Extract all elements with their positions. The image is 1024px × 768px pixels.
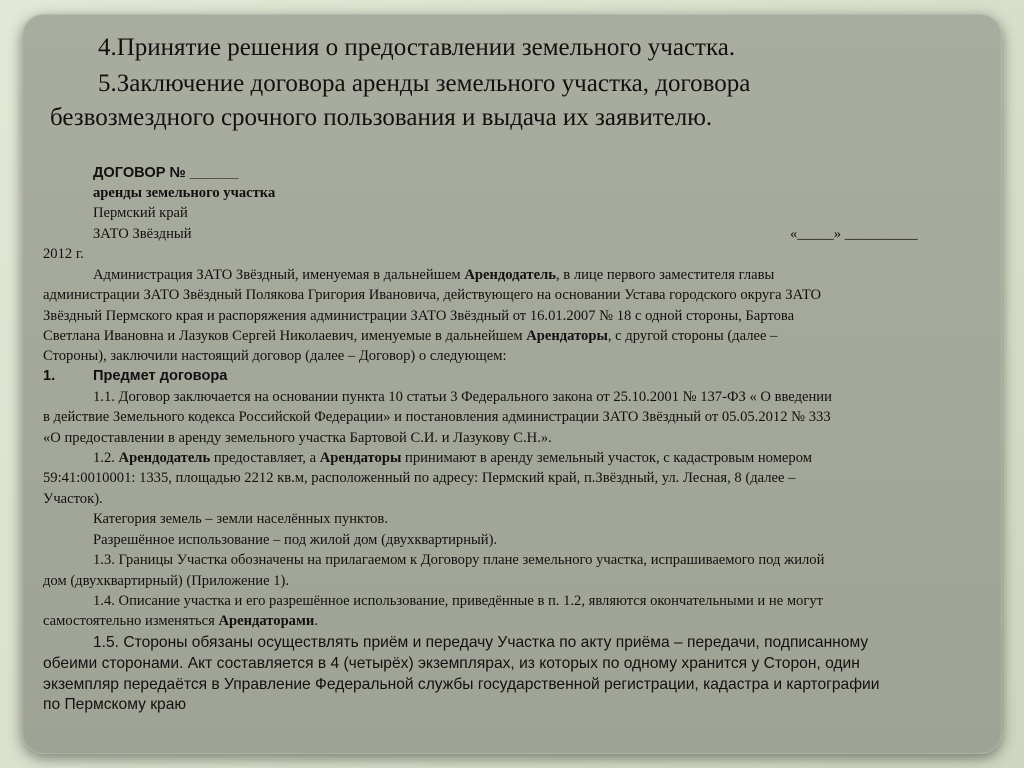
clause-1-4-line-2: самостоятельно изменяться Арендаторами. xyxy=(43,613,318,629)
clause-1-5-line-4: по Пермскому краю xyxy=(43,696,187,713)
heading-item-5-line-2: безвозмездного срочного пользования и выдача их заявителю. xyxy=(50,104,713,131)
term-lessees: Арендаторы xyxy=(526,328,608,344)
contract-title: ДОГОВОР № ______ xyxy=(93,165,239,181)
land-category: Категория земель – земли населённых пунктов. xyxy=(93,511,388,527)
preamble-line-4: Светлана Ивановна и Лазуков Сергей Николаевич, именуемые в дальнейшем Арендаторы, с другой стороны (далее – xyxy=(43,328,778,344)
clause-1-3-line-2: дом (двухквартирный) (Приложение 1). xyxy=(43,573,290,589)
contract-subtitle: аренды земельного участка xyxy=(93,185,276,201)
allowed-use: Разрешённое использование – под жилой дом (двухквартирный). xyxy=(93,532,498,548)
section-1-number: 1. xyxy=(43,368,56,384)
clause-1-4-line-1: 1.4. Описание участка и его разрешённое использование, приведённые в п. 1.2, являются окончательными и не могут xyxy=(93,593,824,609)
clause-1-3-line-1: 1.3. Границы Участка обозначены на прилагаемом к Договору плане земельного участка, испрашиваемого под жилой xyxy=(93,552,825,568)
preamble-line-3: Звёздный Пермского края и распоряжения администрации ЗАТО Звёздный от 16.01.2007 № 18 с одной стороны, Бартова xyxy=(43,308,795,324)
clause-1-2-line-3: Участок). xyxy=(43,491,103,507)
heading-item-5-line-1: 5.Заключение договора аренды земельного участка, договора xyxy=(98,70,751,97)
contract-year: 2012 г. xyxy=(43,246,84,262)
clause-1-5-line-3: экземпляр передаётся в Управление Федеральной службы государственной регистрации, кадастра и картографии xyxy=(43,676,880,693)
clause-1-5-line-1: 1.5. Стороны обязаны осуществлять приём и передачу Участка по акту приёма – передачи, подписанному xyxy=(93,634,869,651)
contract-region: Пермский край xyxy=(93,205,188,221)
preamble-line-1: Администрация ЗАТО Звёздный, именуемая в дальнейшем Арендодатель, в лице первого заместителя главы xyxy=(93,267,775,283)
clause-1-1-line-1: 1.1. Договор заключается на основании пункта 10 статьи 3 Федерального закона от 25.10.2001 № 137-ФЗ « О введении xyxy=(93,389,832,405)
heading-item-4: 4.Принятие решения о предоставлении земельного участка. xyxy=(98,34,736,61)
contract-date-placeholder: «_____» __________ xyxy=(790,226,918,242)
clause-1-1-line-3: «О предоставлении в аренду земельного участка Бартовой С.И. и Лазукову С.Н.». xyxy=(43,430,552,446)
contract-town: ЗАТО Звёздный xyxy=(93,226,192,242)
clause-1-2-line-1: 1.2. Арендодатель предоставляет, а Арендаторы принимают в аренду земельный участок, с кадастровым номером xyxy=(93,450,812,466)
preamble-line-5: Стороны), заключили настоящий договор (далее – Договор) о следующем: xyxy=(43,348,507,364)
term-lessor: Арендодатель xyxy=(464,267,556,283)
section-1-title: Предмет договора xyxy=(93,368,228,384)
preamble-line-2: администрации ЗАТО Звёздный Полякова Григория Ивановича, действующего на основании Устава городского округа ЗАТО xyxy=(43,287,822,303)
clause-1-5-line-2: обеими сторонами. Акт составляется в 4 (четырёх) экземплярах, из которых по одному хранится у Сторон, один xyxy=(43,655,860,672)
clause-1-2-line-2: 59:41:0010001: 1335, площадью 2212 кв.м, расположенный по адресу: Пермский край, п.Звёздный, ул. Лесная, 8 (далее – xyxy=(43,470,796,486)
clause-1-1-line-2: в действие Земельного кодекса Российской Федерации» и постановления администрации ЗАТО Звёздный от 05.05.2012 № 333 xyxy=(43,409,831,425)
